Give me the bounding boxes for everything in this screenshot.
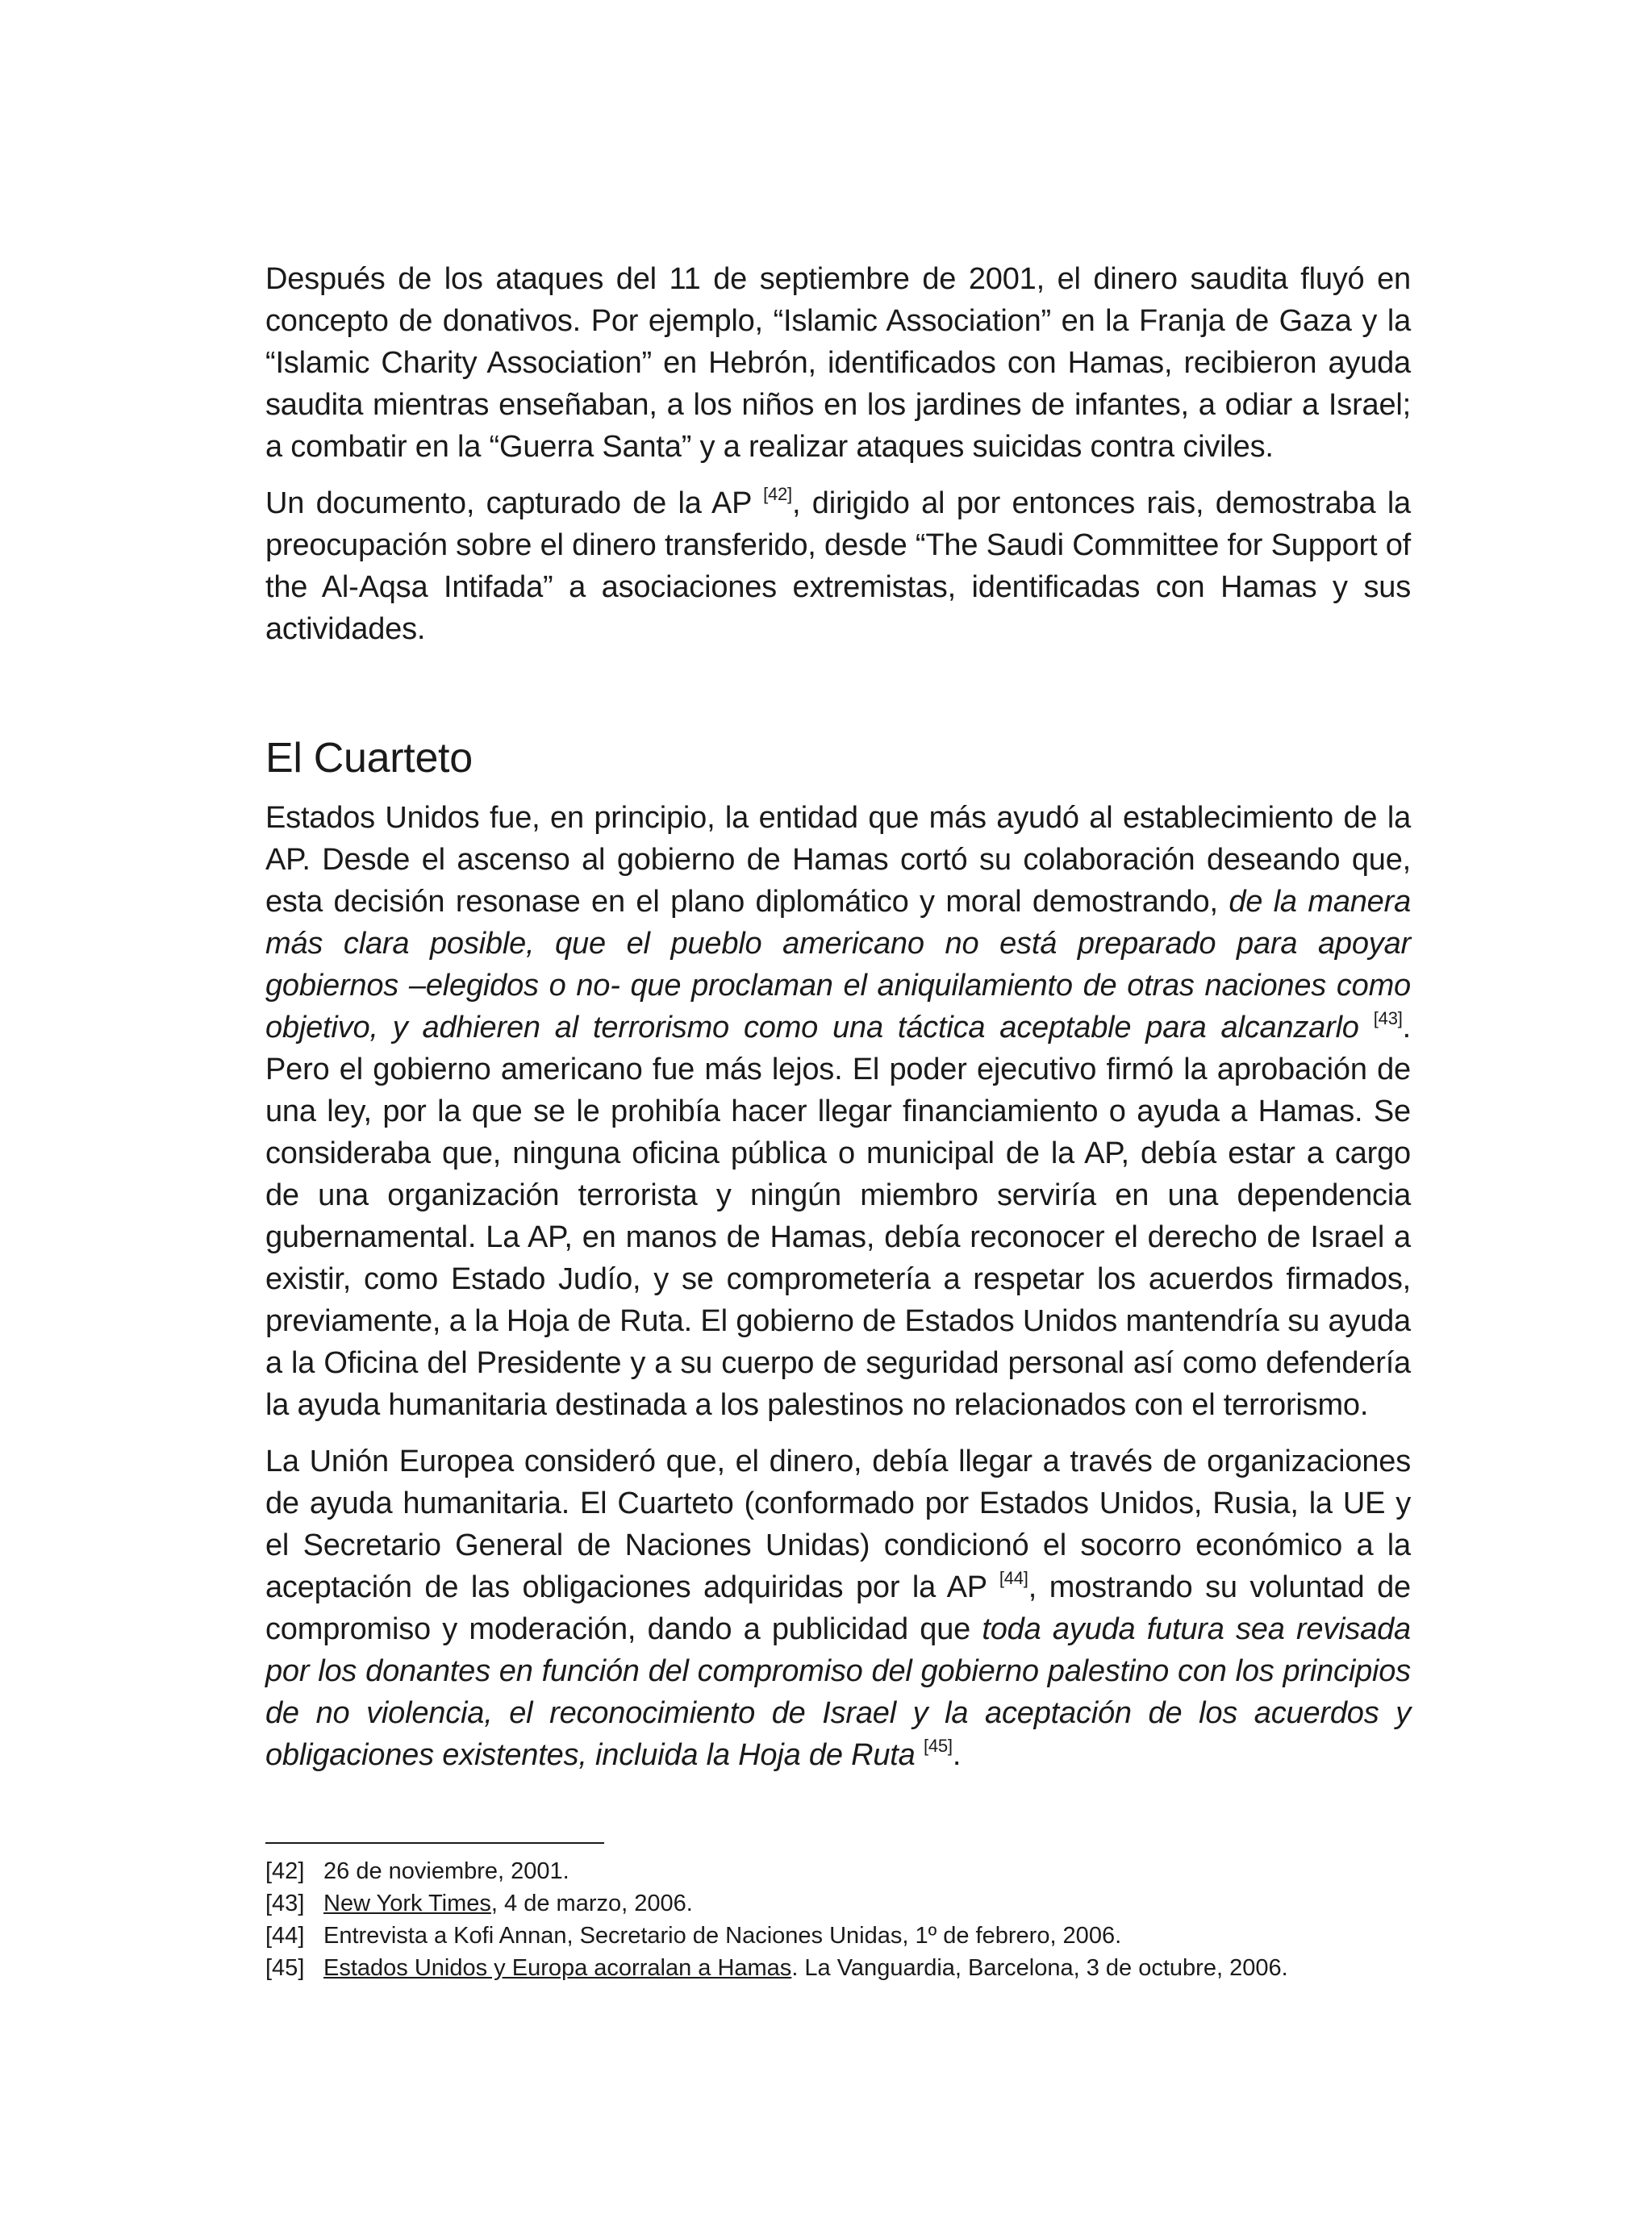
footnote-number: [44] <box>265 1923 305 1949</box>
quoted-text: toda ayuda futura sea revisada por los donantes en función del compromiso del gobierno palestino con los principios de no violencia, el reconocimiento de Israel y la aceptación de los acuerdos y obligaciones existentes, incluida la Hoja de Ruta <box>265 1612 1411 1772</box>
footnote-text: , 4 de marzo, 2006. <box>490 1891 693 1916</box>
paragraph-text: , dirigido al por entonces rais, demostraba la preocupación sobre el dinero transferido, desde “The Saudi Committee for Support of the Al-Aqsa Intifada” a asociaciones extremistas, identificadas con Hamas y sus actividades. <box>265 486 1411 646</box>
footnote-ref-42[interactable]: [42] <box>763 484 792 505</box>
paragraph-text: . Pero el gobierno americano fue más lejos. El poder ejecutivo firmó la aprobación de una ley, por la que se le prohibía hacer llegar financiamiento o ayuda a Hamas. Se consideraba que, ninguna oficina pública o municipal de la AP, debía estar a cargo de una organización terrorista y ningún miembro serviría en una dependencia gubernamental. La AP, en manos de Hamas, debía reconocer el derecho de Israel a existir, como Estado Judío, y se comprometería a respetar los acuerdos firmados, previamente, a la Hoja de Ruta. El gobierno de Estados Unidos mantendría su ayuda a la Oficina del Presidente y a su cuerpo de seguridad personal así como defendería la ayuda humanitaria destinada a los palestinos no relacionados con el terrorismo. <box>265 1011 1412 1422</box>
section-heading: El Cuarteto <box>265 735 473 782</box>
footnote-45 <box>265 1952 1411 1984</box>
footnote-42 <box>265 1855 1411 1887</box>
footnote-divider <box>265 1842 604 1844</box>
paragraph-united-states <box>265 797 1411 1426</box>
paragraph-saudi-money: Después de los ataques del 11 de septiembre de 2001, el dinero saudita fluyó en concepto de donativos. Por ejemplo, “Islamic Association” en la Franja de Gaza y la “Islamic Charity Association” en Hebrón, identificados con Hamas, recibieron ayuda saudita mientras enseñaban, a los niños en los jardines de infantes, a odiar a Israel; a combatir en la “Guerra Santa” y a realizar ataques suicidas contra civiles. <box>265 262 1411 464</box>
paragraph-text: Un documento, capturado de la AP <box>265 486 764 520</box>
footnote-ref-44[interactable]: [44] <box>999 1568 1028 1589</box>
footnote-text: . La Vanguardia, Barcelona, 3 de octubre, 2006. <box>791 1955 1288 1981</box>
footnote-44 <box>265 1920 1411 1952</box>
paragraph-text: . <box>952 1738 962 1772</box>
footnote-number: [43] <box>265 1891 305 1916</box>
footnote-ref-43[interactable]: [43] <box>1373 1008 1403 1029</box>
footnote-text: 26 de noviembre, 2001. <box>323 1858 569 1884</box>
footnote-text: Entrevista a Kofi Annan, Secretario de Naciones Unidas, 1º de febrero, 2006. <box>323 1923 1122 1949</box>
footnote-43 <box>265 1887 1411 1920</box>
footnote-number: [45] <box>265 1955 305 1981</box>
paragraph-text: Estados Unidos fue, en principio, la entidad que más ayudó al establecimiento de la AP. Desde el ascenso al gobierno de Hamas cortó su colaboración deseando que, esta decisión resonase en el plano diplomático y moral demostrando, <box>265 801 1411 919</box>
paragraph-text: La Unión Europea consideró que, el dinero, debía llegar a través de organizaciones de ayuda humanitaria. El Cuarteto (conformado por Estados Unidos, Rusia, la UE y el Secretario General de Naciones Unidas) condicionó el socorro económico a la aceptación de las obligaciones adquiridas por la AP <box>265 1445 1411 1604</box>
paragraph-european-union <box>265 1441 1411 1776</box>
document-body <box>265 258 1411 1791</box>
footnote-ref-45[interactable]: [45] <box>923 1736 953 1757</box>
footnote-link[interactable]: Estados Unidos y Europa acorralan a Hamas <box>323 1955 792 1981</box>
paragraph-ap-document <box>265 482 1411 650</box>
quoted-text: de la manera más clara posible, que el pueblo americano no está preparado para apoyar gobiernos –elegidos o no- que proclaman el aniquilamiento de otras naciones como objetivo, y adhieren al terrorismo como una táctica aceptable para alcanzarlo <box>265 885 1412 1045</box>
footnotes <box>265 1842 1411 1984</box>
footnote-link[interactable]: New York Times <box>323 1891 491 1916</box>
paragraph-text: , mostrando su voluntad de compromiso y moderación, dando a publicidad que <box>265 1570 1411 1646</box>
footnote-number: [42] <box>265 1858 305 1884</box>
